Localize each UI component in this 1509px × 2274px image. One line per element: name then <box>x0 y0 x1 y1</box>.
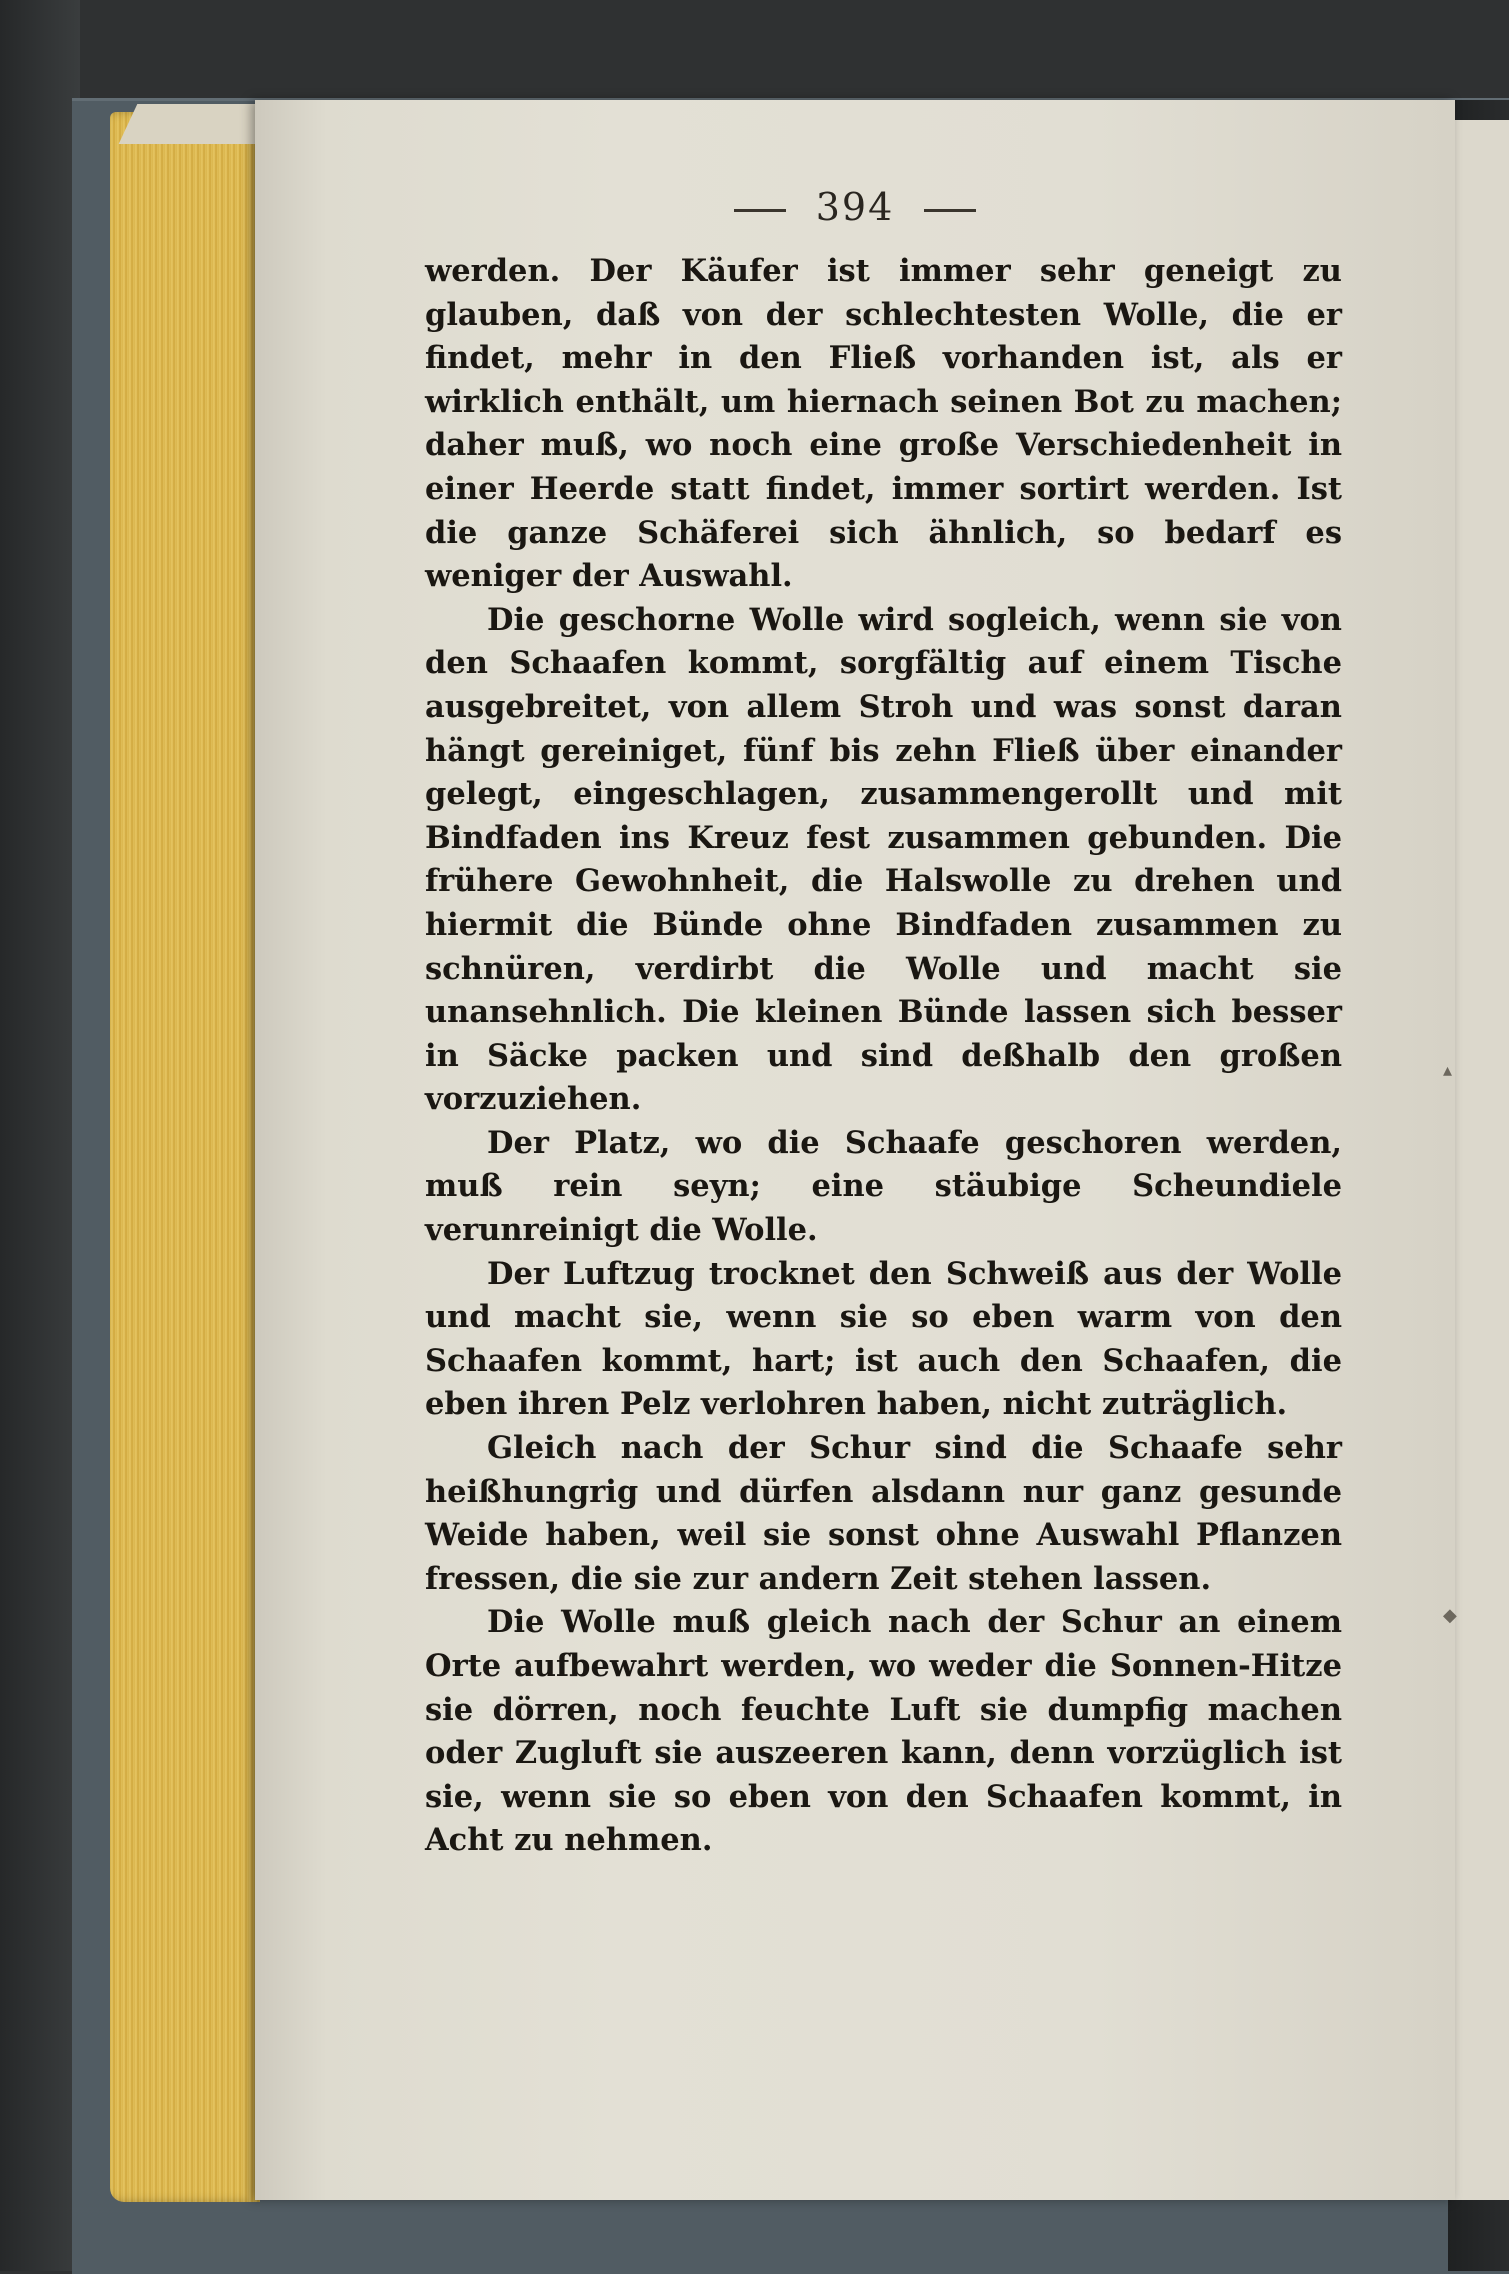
book-page <box>255 100 1455 2200</box>
paragraph-5: Gleich nach der Schur sind die Schaafe sehr heißhungrig und dürfen alsdann nur ganz gesunde Weide haben, weil sie sonst ohne Auswahl Pflanzen fressen, die sie zur andern Zeit stehen lassen. <box>425 1430 1342 1597</box>
paragraph-2: Die geschorne Wolle wird sogleich, wenn sie von den Schaafen kommt, sorgfältig auf einem Tische ausgebreitet, von allem Stroh und was sonst daran hängt gereiniget, fünf bis zehn Fließ über einander gelegt, eingeschlagen, zusammengerollt und mit Bindfaden ins Kreuz fest zusammen gebunden. Die frühere Gewohnheit, die Halswolle zu drehen und hiermit die Bünde ohne Bindfaden zusammen zu schnüren, verdirbt die Wolle und macht sie unansehnlich. Die kleinen Bünde lassen sich besser in Säcke packen und sind deßhalb den großen vorzuziehen. <box>425 601 1342 1118</box>
body-text <box>425 250 1342 1863</box>
page-edges <box>110 112 260 2202</box>
margin-mark: ◆ <box>1443 1605 1457 1626</box>
paragraph-4: Der Luftzug trocknet den Schweiß aus der Wolle und macht sie, wenn sie so eben warm von den Schaafen kommt, hart; ist auch den Schaafen, die eben ihren Pelz verlohren haben, nicht zuträglich. <box>425 1255 1342 1423</box>
page-header <box>255 185 1455 229</box>
facing-page <box>1455 120 1509 2200</box>
header-dash-right <box>924 209 976 212</box>
paragraph-1: werden. Der Käufer ist immer sehr geneigt zu glauben, daß von der schlechtesten Wolle, die er findet, mehr in den Fließ vorhanden ist, als er wirklich enthält, um hiernach seinen Bot zu machen; daher muß, wo noch eine große Verschiedenheit in einer Heerde statt findet, immer sortirt werden. Ist die ganze Schäferei sich ähnlich, so bedarf es weniger der Auswahl. <box>425 253 1342 595</box>
margin-mark: ▴ <box>1443 1060 1453 1081</box>
paragraph-3: Der Platz, wo die Schaafe geschoren werden, muß rein seyn; eine stäubige Scheundiele verunreinigt die Wolle. <box>425 1124 1342 1249</box>
backdrop <box>0 0 80 2271</box>
paragraph-6: Die Wolle muß gleich nach der Schur an einem Orte aufbewahrt werden, wo weder die Sonnen-Hitze sie dörren, noch feuchte Luft sie dumpfig machen oder Zugluft sie auszeeren kann, denn vorzüglich ist sie, wenn sie so eben von den Schaafen kommt, in Acht zu nehmen. <box>425 1604 1342 1859</box>
page-number: 394 <box>815 185 895 229</box>
header-dash-left <box>734 209 786 212</box>
